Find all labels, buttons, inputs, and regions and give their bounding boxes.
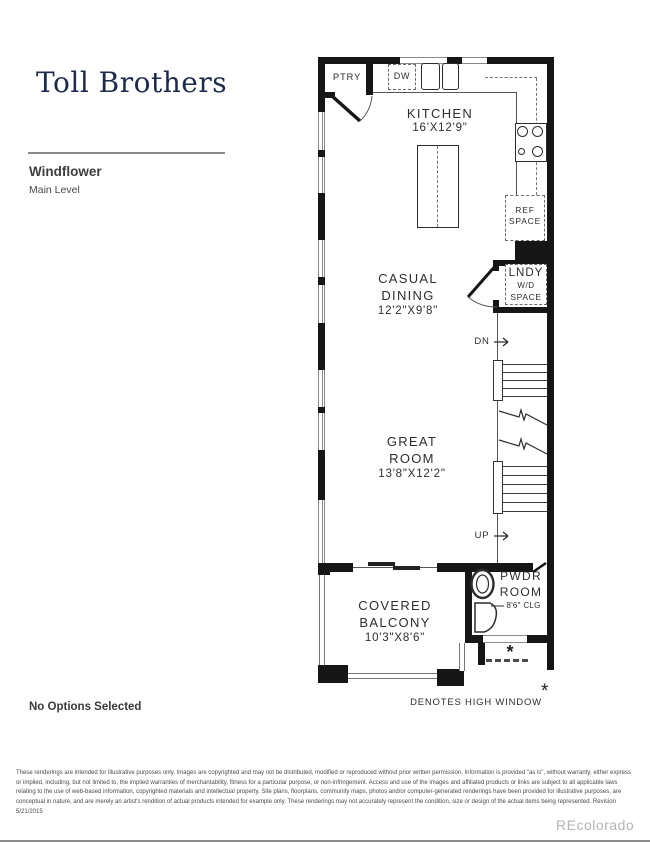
wall-segment [547,57,554,670]
balcony-post [318,563,330,575]
balcony-name: BALCONY [359,615,431,630]
window [318,413,325,450]
level-label: Main Level [29,184,80,196]
sliding-door-panel [393,566,420,570]
powder-wall [465,563,472,643]
stair-tread [503,372,547,373]
window [318,370,325,407]
burner-icon [532,126,543,137]
stair-tread [503,364,547,365]
balcony-railing [319,575,325,667]
stair-tread [503,511,547,512]
options-label: No Options Selected [29,701,142,713]
stair-tread [503,493,547,494]
disclaimer-text: These renderings are intended for illustrative purposes only. Images are copyrighted and may not be distributed, modified or reproduced without prior written permission. Information is provided "as is", without warranty, either express or implied, including, but not limited to, the implied warranties of merchantability, fitness for a particular purpose, or non-infringement. Access and use of the images and affiliated products or links are subject to all applicable laws relating to the use of web-based information, copyrighted materials and intellectual property. Site plans, floorplans, community maps, photos and/or computer-generated renderings have been provided for illustrative purposes, are conceptual in nature, and are merely an artist's rendition of actual products intended for example only. These renderings may not accurately represent the condition, size or design of the actual items being represented. Revision 5/21/2015 [16,770,632,815]
stairs-up-label: UP [474,530,490,541]
burner-icon [532,146,543,157]
wall-segment [515,241,554,261]
window [318,285,325,323]
burner-icon [517,126,528,137]
window [318,240,325,277]
powder-wall [465,635,483,643]
pantry-wall [366,64,373,95]
wall-segment [318,57,400,64]
stair-tread [503,484,547,485]
window [318,157,325,193]
wall-segment [330,563,353,572]
high-window-symbol: * [506,642,514,662]
toll-brothers-logo: Toll Brothers [36,66,228,99]
powder-room-ceiling: 8'6" CLG [506,601,541,610]
upper-cabinet-line [485,77,537,79]
laundry-label: LNDY [508,267,544,279]
toilet-icon [477,575,489,593]
toilet-icon [472,570,494,598]
casual-dining-name: CASUAL [378,271,438,286]
pantry-label: PTRY [332,72,362,83]
stair-stringer [493,360,503,401]
sink-basin [421,63,440,90]
casual-dining-name: DINING [381,288,435,303]
stair-wall-line [497,313,498,563]
window [462,57,487,64]
balcony-dims: 10'3"X8'6" [364,632,426,644]
bottom-edge-line [0,840,650,842]
stair-break-line [499,410,547,425]
laundry-label: SPACE [510,292,542,302]
stair-tread [503,380,547,381]
stair-tread [503,388,547,389]
sliding-door-panel [368,562,395,566]
wall-segment [318,150,325,157]
powder-room-name: PWDR [500,569,542,583]
balcony-post [437,669,464,686]
burner-icon [518,148,525,155]
laundry-label: W/D [517,281,535,290]
balcony-railing [348,673,438,679]
ref-space-label: REF [515,205,535,215]
balcony-post [318,665,348,683]
island-overhang-line [437,146,438,227]
stair-tread [503,502,547,503]
kitchen-name: KITCHEN [406,106,474,121]
counter-edge [373,92,517,93]
legend-asterisk: * [541,681,549,702]
stair-tread [503,466,547,467]
stair-stringer [493,461,503,514]
sink-basin [442,63,459,90]
pantry-wall [325,92,335,98]
balcony-name: COVERED [358,598,432,613]
laundry-wall [493,307,554,313]
wall-segment [318,450,325,500]
powder-wall [527,635,547,643]
balcony-railing [459,643,465,671]
alcove-wall [478,643,485,665]
powder-room-name: ROOM [499,585,543,599]
stair-tread [503,396,547,397]
pantry-door-arc [360,96,372,121]
pedestal-sink-icon [475,603,496,632]
wall-segment [318,323,325,370]
stair-break-line [499,439,547,454]
laundry-wall [493,266,499,271]
wall-segment [318,193,325,240]
wall-segment [318,277,325,285]
stair-tread [503,475,547,476]
legend-text: DENOTES HIGH WINDOW [410,697,542,708]
wall-segment [318,57,325,112]
pantry-door [332,96,360,121]
great-room-dims: 13'8"X12'2" [378,468,446,480]
kitchen-dims: 16'X12'9" [412,122,468,134]
recolorado-watermark: REcolorado [556,817,635,833]
window [318,112,325,150]
kitchen-island [417,145,459,228]
casual-dining-dims: 12'2"X9'8" [377,305,439,317]
stairs-down-label: DN [474,336,490,347]
plan-name: Windflower [29,164,102,179]
great-room-name: ROOM [389,451,435,466]
wall-segment [487,57,554,64]
ref-space-label: SPACE [508,216,542,226]
dishwasher-label: DW [393,71,411,81]
great-room-name: GREAT [386,434,438,449]
window [318,500,325,563]
